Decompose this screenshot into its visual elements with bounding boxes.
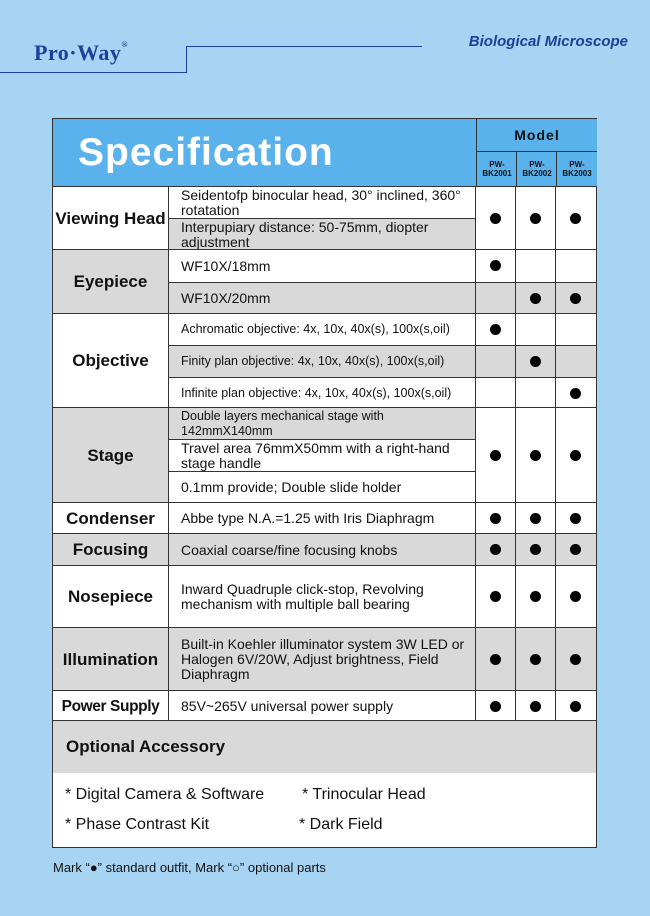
spec-category: Eyepiece [53, 250, 169, 313]
model-cell [475, 346, 516, 377]
model-cell [555, 628, 596, 691]
model-cell [555, 691, 596, 722]
spec-row [53, 627, 596, 690]
model-cell [515, 346, 556, 377]
standard-outfit-dot-icon [490, 213, 501, 224]
optional-item: * Dark Field [299, 816, 383, 833]
optional-accessory-list [52, 773, 597, 848]
spec-row [53, 186, 596, 249]
model-col-bk2002 [516, 152, 557, 186]
spec-category: Condenser [53, 503, 169, 533]
standard-outfit-dot-icon [570, 544, 581, 555]
model-cell [555, 187, 596, 249]
brand-logo [34, 40, 128, 66]
model-cell [475, 628, 516, 691]
model-code-line2: BK2002 [522, 169, 552, 178]
model-col-bk2001 [476, 152, 517, 186]
spec-row [53, 533, 596, 565]
standard-outfit-dot-icon [570, 293, 581, 304]
model-cell [475, 534, 516, 566]
standard-outfit-dot-icon [570, 701, 581, 712]
standard-outfit-dot-icon [570, 388, 581, 399]
specification-title: Specification [53, 119, 476, 186]
standard-outfit-dot-icon [570, 591, 581, 602]
model-cell [475, 566, 516, 628]
spec-line [169, 282, 596, 314]
spec-text: Finity plan objective: 4x, 10x, 40x(s), 100x(s,oil) [181, 354, 445, 368]
legend-note: Mark “●” standard outfit, Mark “○” optional parts [53, 860, 326, 875]
spec-text: Travel area 76mmX50mm with a right-hand stage handle [181, 439, 450, 471]
spec-category: Power Supply [53, 691, 169, 721]
model-cell [555, 314, 596, 345]
spec-text: WF10X/20mm [181, 290, 271, 306]
spec-text: Abbe type N.A.=1.25 with Iris Diaphragm [181, 510, 435, 526]
spec-text: 0.1mm provide; Double slide holder [181, 479, 402, 495]
model-cell [475, 378, 516, 408]
spec-line [169, 377, 596, 408]
spec-row [53, 407, 596, 502]
model-code-line2: BK2003 [562, 169, 592, 178]
standard-outfit-dot-icon [570, 513, 581, 524]
standard-outfit-dot-icon [530, 701, 541, 712]
spec-text: Inward Quadruple click-stop, Revolving mechanism with multiple ball bearing [181, 581, 424, 612]
model-col-bk2003 [556, 152, 597, 186]
spec-text: Built-in Koehler illuminator system 3W LED or Halogen 6V/20W, Adjust brightness, Field Diaphragm [181, 636, 465, 682]
spec-text: WF10X/18mm [181, 257, 271, 274]
model-cell [515, 503, 556, 534]
spec-line [169, 345, 596, 377]
header-rule-left [0, 72, 186, 73]
standard-outfit-dot-icon [530, 450, 541, 461]
spec-category: Stage [53, 408, 169, 502]
optional-item: * Trinocular Head [302, 786, 426, 803]
model-code-line1: PW- [489, 160, 505, 169]
registered-mark: ® [121, 40, 128, 49]
optional-accessory-title: Optional Accessory [52, 720, 597, 774]
model-cell [555, 250, 596, 282]
optional-item: * Digital Camera & Software [65, 786, 265, 803]
model-cell [475, 503, 516, 534]
standard-outfit-dot-icon [490, 324, 501, 335]
model-cell [515, 691, 556, 722]
spec-text: Double layers mechanical stage with 142mmX140mm [181, 408, 384, 438]
spec-line [169, 566, 596, 628]
model-cell [475, 283, 516, 314]
model-cell [475, 187, 516, 249]
model-cell [515, 283, 556, 314]
spec-text: Interpupiary distance: 50-75mm, diopter adjustment [181, 218, 429, 250]
standard-outfit-dot-icon [530, 654, 541, 665]
model-code-line1: PW- [569, 160, 585, 169]
spec-row [53, 565, 596, 627]
spec-row [53, 502, 596, 533]
model-header: Model [476, 119, 597, 152]
spec-line [169, 250, 596, 282]
specification-table [52, 118, 597, 721]
standard-outfit-dot-icon [490, 701, 501, 712]
spec-line [169, 503, 596, 534]
model-cell [515, 628, 556, 691]
standard-outfit-dot-icon [490, 450, 501, 461]
spec-category: Nosepiece [53, 566, 169, 627]
model-cell [475, 408, 516, 502]
model-cell [555, 566, 596, 628]
standard-outfit-dot-icon [490, 260, 501, 271]
standard-outfit-dot-icon [570, 654, 581, 665]
spec-line [169, 628, 596, 691]
standard-outfit-dot-icon [490, 544, 501, 555]
standard-outfit-dot-icon [490, 654, 501, 665]
standard-outfit-dot-icon [570, 213, 581, 224]
spec-category: Objective [53, 314, 169, 407]
spec-text: Coaxial coarse/fine focusing knobs [181, 541, 398, 558]
model-cell [555, 378, 596, 408]
model-cell [475, 691, 516, 722]
model-cell [475, 250, 516, 282]
spec-category: Illumination [53, 628, 169, 690]
spec-category: Focusing [53, 534, 169, 565]
standard-outfit-dot-icon [490, 591, 501, 602]
product-subtitle: Biological Microscope [468, 33, 628, 50]
standard-outfit-dot-icon [530, 513, 541, 524]
model-code-line1: PW- [529, 160, 545, 169]
model-cell [515, 408, 556, 502]
header-rule-right [186, 46, 422, 47]
standard-outfit-dot-icon [530, 591, 541, 602]
standard-outfit-dot-icon [530, 293, 541, 304]
spec-row [53, 313, 596, 407]
brand-logo-text: Pro·Way [34, 40, 122, 65]
model-code-line2: BK2001 [482, 169, 512, 178]
model-cell [555, 283, 596, 314]
spec-text: Infinite plan objective: 4x, 10x, 40x(s), 100x(s,oil) [181, 385, 452, 400]
model-cell [555, 346, 596, 377]
model-cell [475, 314, 516, 345]
standard-outfit-dot-icon [570, 450, 581, 461]
spec-text: Achromatic objective: 4x, 10x, 40x(s), 100x(s,oil) [181, 322, 450, 336]
optional-item: * Phase Contrast Kit [65, 816, 210, 833]
standard-outfit-dot-icon [530, 356, 541, 367]
spec-row [53, 690, 596, 721]
standard-outfit-dot-icon [490, 513, 501, 524]
spec-text: Seidentofp binocular head, 30° inclined, 360° rotatation [181, 186, 461, 218]
model-cell [515, 378, 556, 408]
model-cell [515, 314, 556, 345]
spec-category: Viewing Head [53, 187, 169, 249]
model-cell [555, 503, 596, 534]
spec-line [169, 534, 596, 566]
model-cell [515, 187, 556, 249]
standard-outfit-dot-icon [530, 213, 541, 224]
header-rule-step [186, 46, 187, 73]
spec-text: 85V~265V universal power supply [181, 698, 394, 714]
model-cell [555, 408, 596, 502]
spec-line [169, 314, 596, 345]
standard-outfit-dot-icon [530, 544, 541, 555]
model-cell [515, 566, 556, 628]
spec-row [53, 249, 596, 313]
spec-line [169, 691, 596, 722]
model-cell [515, 250, 556, 282]
model-cell [555, 534, 596, 566]
model-cell [515, 534, 556, 566]
